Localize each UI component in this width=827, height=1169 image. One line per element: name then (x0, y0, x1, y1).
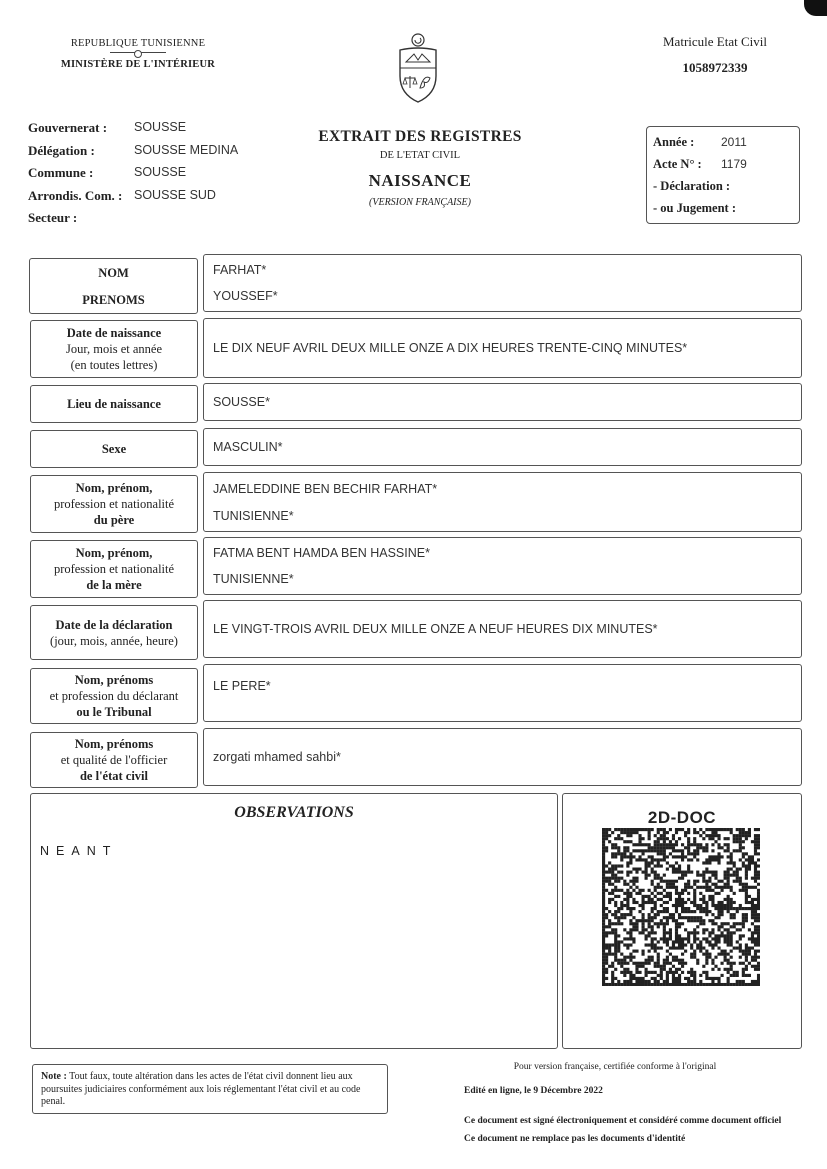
sexe-label: Sexe (101, 442, 127, 456)
declarant-label-role: ou le Tribunal (76, 705, 152, 719)
title-line-4: (VERSION FRANÇAISE) (369, 197, 471, 208)
declaration-value-box (203, 600, 802, 658)
pere-label-box (30, 475, 198, 533)
prenoms-value: YOUSSEF* (213, 289, 278, 303)
pere-label-sub: profession et nationalité (53, 497, 175, 511)
acte-info-box (646, 126, 800, 224)
acte-row (653, 135, 793, 157)
pere-name-value: JAMELEDDINE BEN BECHIR FARHAT* (213, 481, 438, 496)
officier-label-title: Nom, prénoms (74, 737, 154, 751)
observations-box (30, 793, 558, 1049)
pere-nationality-value: TUNISIENNE* (213, 508, 294, 523)
dob-label-sub: Jour, mois et année (65, 342, 162, 356)
signature-statement: Ce document est signé électroniquement et considéré comme document officiel (464, 1116, 782, 1126)
acte-label: Acte N° : (653, 157, 702, 171)
datamatrix-code-icon (602, 828, 760, 986)
title-line-2: DE L'ETAT CIVIL (379, 150, 461, 161)
acte-label: - Déclaration : (653, 179, 731, 193)
header-issuer (40, 38, 236, 70)
declarant-label-sub: et profession du déclarant (49, 689, 179, 703)
location-label: Gouvernerat : (28, 120, 108, 135)
title-line-3: NAISSANCE (368, 171, 472, 190)
matricule-value: 1058972339 (682, 60, 748, 75)
mere-label-sub: profession et nationalité (53, 562, 175, 576)
certified-statement: Pour version française, certifiée conforme à l'original (513, 1062, 717, 1072)
mere-value-box (203, 537, 802, 595)
lieu-value: SOUSSE* (213, 395, 270, 409)
mere-label-role: de la mère (86, 578, 142, 592)
declarant-label-box (30, 668, 198, 724)
dob-value: LE DIX NEUF AVRIL DEUX MILLE ONZE A DIX HEURES TRENTE-CINQ MINUTES* (213, 341, 688, 355)
header-divider (110, 52, 166, 53)
sexe-value: MASCULIN* (213, 440, 283, 454)
declaration-label-sub: (jour, mois, année, heure) (50, 633, 178, 648)
declaration-label-title: Date de la déclaration (55, 617, 173, 632)
doc2d-title: 2D-DOC (647, 808, 717, 827)
edited-date: Edité en ligne, le 9 Décembre 2022 (464, 1086, 603, 1096)
acte-value: 2011 (721, 135, 747, 149)
declaration-label-box (30, 605, 198, 660)
mere-label-box (30, 540, 198, 598)
mere-name-value: FATMA BENT HAMDA BEN HASSINE* (213, 546, 430, 560)
tunisia-coat-of-arms-icon (392, 32, 444, 104)
lieu-label: Lieu de naissance (67, 397, 161, 411)
prenoms-label: PRENOMS (82, 292, 145, 307)
pere-label-role: du père (93, 513, 135, 527)
acte-row (653, 179, 793, 201)
dob-label-box (30, 320, 198, 378)
location-label: Arrondis. Com. : (28, 187, 123, 203)
location-row (28, 143, 238, 166)
nom-label: NOM (98, 265, 129, 280)
observations-title: OBSERVATIONS (234, 804, 354, 821)
republic-label: REPUBLIQUE TUNISIENNE (70, 38, 206, 49)
location-value: SOUSSE (134, 120, 187, 134)
officier-value: zorgati mhamed sahbi* (213, 750, 341, 764)
location-value: SOUSSE MEDINA (134, 142, 239, 157)
pere-value-box (203, 472, 802, 532)
location-block (28, 120, 238, 233)
location-value: SOUSSE (134, 165, 187, 179)
note-text: Tout faux, toute altération dans les actes de l'état civil donnent lieu aux poursuites judiciaires conformément aux lois réglementant l'état civil et au code penal. (41, 1071, 361, 1107)
nom-prenoms-label-box (29, 258, 198, 314)
mere-label-title: Nom, prénom, (75, 546, 153, 560)
declarant-value-box (203, 664, 802, 722)
location-label: Délégation : (28, 142, 95, 158)
dob-label-title: Date de naissance (66, 326, 162, 340)
pere-label-title: Nom, prénom, (75, 481, 153, 495)
location-row (28, 120, 238, 143)
location-label: Commune : (28, 165, 94, 180)
note-label: Note : (41, 1071, 67, 1082)
matricule-label: Matricule Etat Civil (663, 34, 767, 49)
location-value: SOUSSE SUD (134, 187, 216, 202)
acte-label: Année : (653, 135, 695, 149)
acte-value: 1179 (721, 157, 747, 171)
location-row (28, 210, 238, 233)
officier-label-box (30, 732, 198, 788)
officier-label-sub: et qualité de l'officier (60, 753, 168, 767)
nom-prenoms-value-box (203, 254, 802, 312)
officier-label-role: de l'état civil (79, 769, 149, 783)
acte-row (653, 201, 793, 223)
lieu-label-box (30, 385, 198, 423)
nom-value: FARHAT* (213, 263, 267, 277)
acte-row (653, 157, 793, 179)
title-line-1: EXTRAIT DES REGISTRES (318, 128, 522, 145)
officier-value-box (203, 728, 802, 786)
observations-value: NEANT (40, 844, 118, 858)
mere-nationality-value: TUNISIENNE* (213, 572, 294, 586)
declarant-label-title: Nom, prénoms (74, 673, 154, 687)
acte-label: - ou Jugement : (653, 201, 736, 215)
legal-note-box (32, 1064, 388, 1114)
location-label: Secteur : (28, 210, 78, 225)
matricule-block (640, 34, 790, 76)
declarant-value: LE PERE* (213, 679, 271, 693)
location-row (28, 188, 238, 211)
dob-value-box (203, 318, 802, 378)
document-title (300, 128, 540, 208)
dob-label-note: (en toutes lettres) (70, 358, 158, 372)
sexe-label-box (30, 430, 198, 468)
declaration-value: LE VINGT-TROIS AVRIL DEUX MILLE ONZE A NEUF HEURES DIX MINUTES* (213, 622, 658, 636)
lieu-value-box (203, 383, 802, 421)
corner-ink-mark (804, 0, 827, 16)
location-row (28, 165, 238, 188)
identity-disclaimer: Ce document ne remplace pas les documents d'identité (464, 1134, 686, 1144)
ministry-label: MINISTÈRE DE L'INTÉRIEUR (60, 59, 216, 70)
sexe-value-box (203, 428, 802, 466)
